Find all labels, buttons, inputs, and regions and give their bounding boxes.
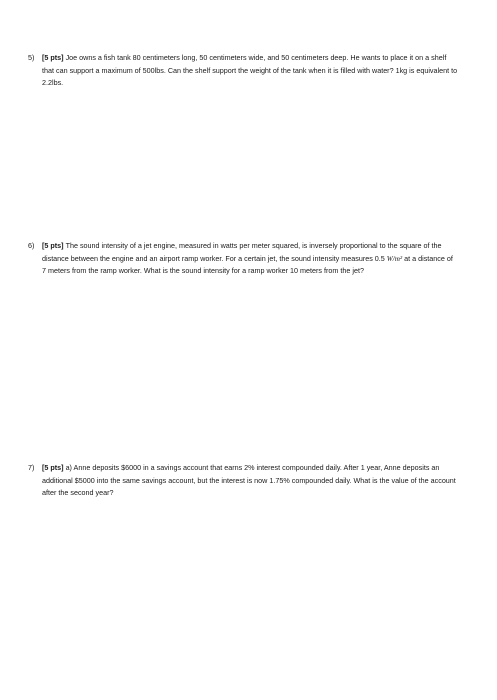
problem-body [42, 52, 458, 90]
points-label: [5 pts] [42, 53, 66, 62]
problem-6 [28, 240, 458, 278]
problem-text-after: at a distance of 7 meters from the ramp worker. What is the sound intensity for a ramp worker 10 meters from the jet? [42, 253, 453, 275]
points-label: [5 pts] [42, 241, 66, 250]
points-label: [5 pts] [42, 463, 66, 472]
problem-text-before: The sound intensity of a jet engine, measured in watts per meter squared, is inversely proportional to the square of the distance between the engine and an airport ramp worker. For a certain jet, the sound intensity measures 0.5 [42, 241, 442, 263]
problem-7 [28, 462, 458, 500]
problem-number: 7) [28, 463, 35, 472]
problem-number: 6) [28, 241, 35, 250]
problem-text: a) Anne deposits $6000 in a savings account that earns 2% interest compounded daily. After 1 year, Anne deposits an additional $5000 into the same savings account, but the interest is now 1.75% compounded daily. What is the value of the account after the second year? [42, 463, 456, 497]
problem-number: 5) [28, 53, 35, 62]
problem-text: Joe owns a fish tank 80 centimeters long, 50 centimeters wide, and 50 centimeters deep. He wants to place it on a shelf that can support a maximum of 500lbs. Can the shelf support the weight of the tank when it is filled with water? 1kg is equivalent to 2.2lbs. [42, 53, 458, 87]
unit-math: W/m² [386, 254, 403, 263]
problem-body [42, 462, 458, 500]
problem-5 [28, 52, 458, 90]
problem-body [42, 240, 458, 278]
